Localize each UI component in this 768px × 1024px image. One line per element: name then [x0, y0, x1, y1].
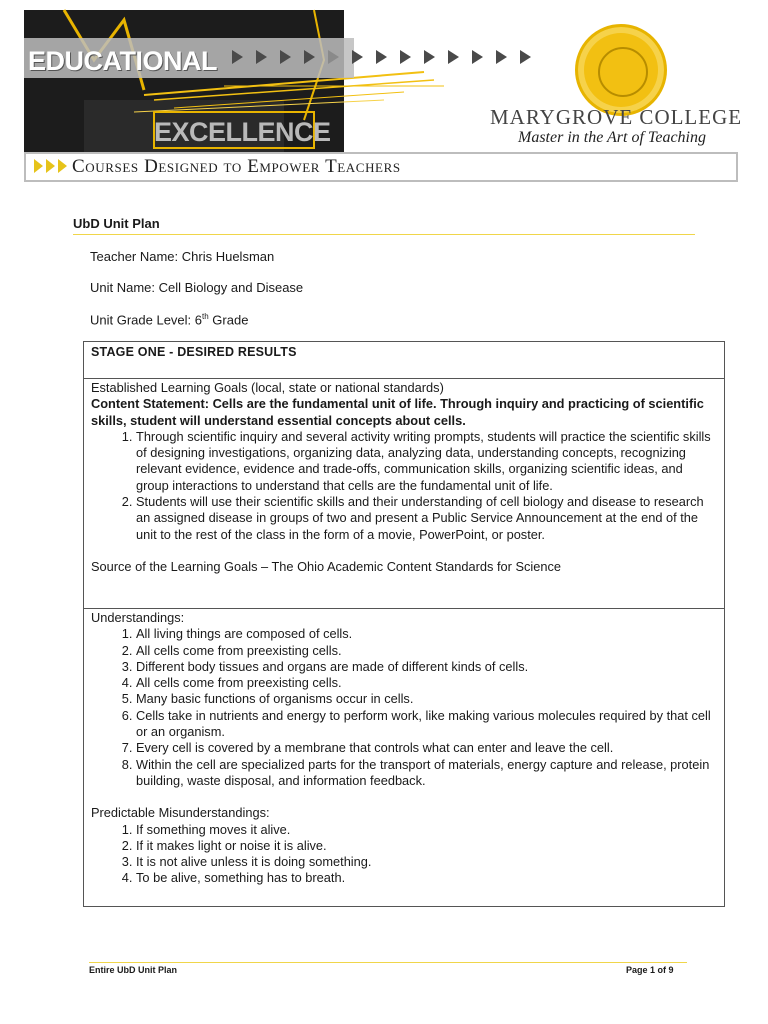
understandings-list: [91, 626, 717, 789]
list-item: 2. Students will use their scientific skills and their understanding of cell biology and disease to research an assigned disease in groups of two and present a Public Service Announcement at the end of the unit to the rest of the class in the form of a movie, PowerPoint, or poster.: [136, 494, 717, 543]
title-rule: [73, 234, 695, 235]
college-name: MARYGROVE COLLEGE: [490, 105, 743, 129]
banner-excellence-text: EXCELLENCE: [154, 117, 331, 147]
arrow-icon: [232, 50, 243, 64]
misunderstandings-label: Predictable Misunderstandings:: [91, 805, 270, 821]
arrow-icon: [328, 50, 339, 64]
list-item: 3. Different body tissues and organs are made of different kinds of cells.: [136, 659, 717, 675]
table-divider: [84, 378, 724, 379]
stage-one-heading: STAGE ONE - DESIRED RESULTS: [91, 345, 297, 359]
footer-doc-name: Entire UbD Unit Plan: [89, 965, 178, 975]
tagline-bar: [24, 152, 738, 182]
list-item: 1. All living things are composed of cells.: [136, 626, 717, 642]
banner-arrows: [232, 50, 531, 64]
arrow-icon: [448, 50, 459, 64]
document-title: UbD Unit Plan: [73, 216, 160, 231]
list-item: 6. Cells take in nutrients and energy to perform work, like making various molecules required by that cell or an organism.: [136, 708, 717, 741]
goals-source: Source of the Learning Goals – The Ohio Academic Content Standards for Science: [91, 558, 561, 574]
list-item: 4. All cells come from preexisting cells.: [136, 675, 717, 691]
arrow-icon: [400, 50, 411, 64]
grade-level: [90, 312, 248, 327]
arrow-icon: [46, 159, 55, 173]
goals-list: [91, 429, 717, 543]
misunderstandings-list: [91, 822, 717, 887]
content-statement: Content Statement: Cells are the fundamental unit of life. Through inquiry and practicing of scientific skills, student will understand essential concepts about cells.: [91, 396, 704, 428]
arrow-icon: [424, 50, 435, 64]
grade-level-suffix: Grade: [208, 312, 249, 328]
list-item: 1. If something moves it alive.: [136, 822, 717, 838]
arrow-icon: [352, 50, 363, 64]
header-banner: [24, 0, 744, 200]
grade-level-prefix: Unit Grade Level: 6: [90, 312, 203, 328]
footer-page-number: Page 1 of 9: [626, 965, 674, 975]
list-item: 8. Within the cell are specialized parts for the transport of materials, energy capture and release, protein building, waste disposal, and information feedback.: [136, 757, 717, 790]
arrow-icon: [256, 50, 267, 64]
arrow-icon: [58, 159, 67, 173]
list-item: 2. If it makes light or noise it is alive.: [136, 838, 717, 854]
arrow-icon: [472, 50, 483, 64]
list-item: 3. It is not alive unless it is doing something.: [136, 854, 717, 870]
arrow-icon: [520, 50, 531, 64]
arrow-icon: [496, 50, 507, 64]
banner-educational-text: EDUCATIONAL: [28, 46, 217, 76]
stage-one-table: [83, 341, 725, 907]
unit-name: Unit Name: Cell Biology and Disease: [90, 280, 304, 295]
list-item: 2. All cells come from preexisting cells.: [136, 643, 717, 659]
seal-inner-ring: [598, 47, 648, 97]
table-divider: [84, 608, 724, 609]
tagline-text: Courses Designed to Empower Teachers: [72, 156, 401, 177]
college-seal-icon: [575, 24, 667, 116]
understandings-label: Understandings:: [91, 610, 185, 625]
footer-rule: [89, 962, 687, 963]
list-item: 5. Many basic functions of organisms occur in cells.: [136, 691, 717, 707]
understandings-cell: [91, 610, 717, 887]
teacher-name: Teacher Name: Chris Huelsman: [90, 249, 275, 264]
goals-label: Established Learning Goals (local, state or national standards): [91, 380, 444, 395]
arrow-icon: [34, 159, 43, 173]
grade-level-sup: th: [202, 312, 209, 321]
college-subtitle: Master in the Art of Teaching: [518, 129, 706, 146]
list-item: 7. Every cell is covered by a membrane that controls what can enter and leave the cell.: [136, 740, 717, 756]
arrow-icon: [280, 50, 291, 64]
list-item: 4. To be alive, something has to breath.: [136, 870, 717, 886]
learning-goals-cell: [91, 380, 717, 575]
tagline-arrows: [34, 159, 67, 173]
arrow-icon: [304, 50, 315, 64]
arrow-icon: [376, 50, 387, 64]
list-item: 1. Through scientific inquiry and several activity writing prompts, students will practice the scientific skills of designing investigations, organizing data, analyzing data, understanding concepts, recognizing relevant evidence, evidence and trade-offs, communication skills, organizing scientific ideas, and group interactions to understand that cells are the fundamental unit of life.: [136, 429, 717, 494]
